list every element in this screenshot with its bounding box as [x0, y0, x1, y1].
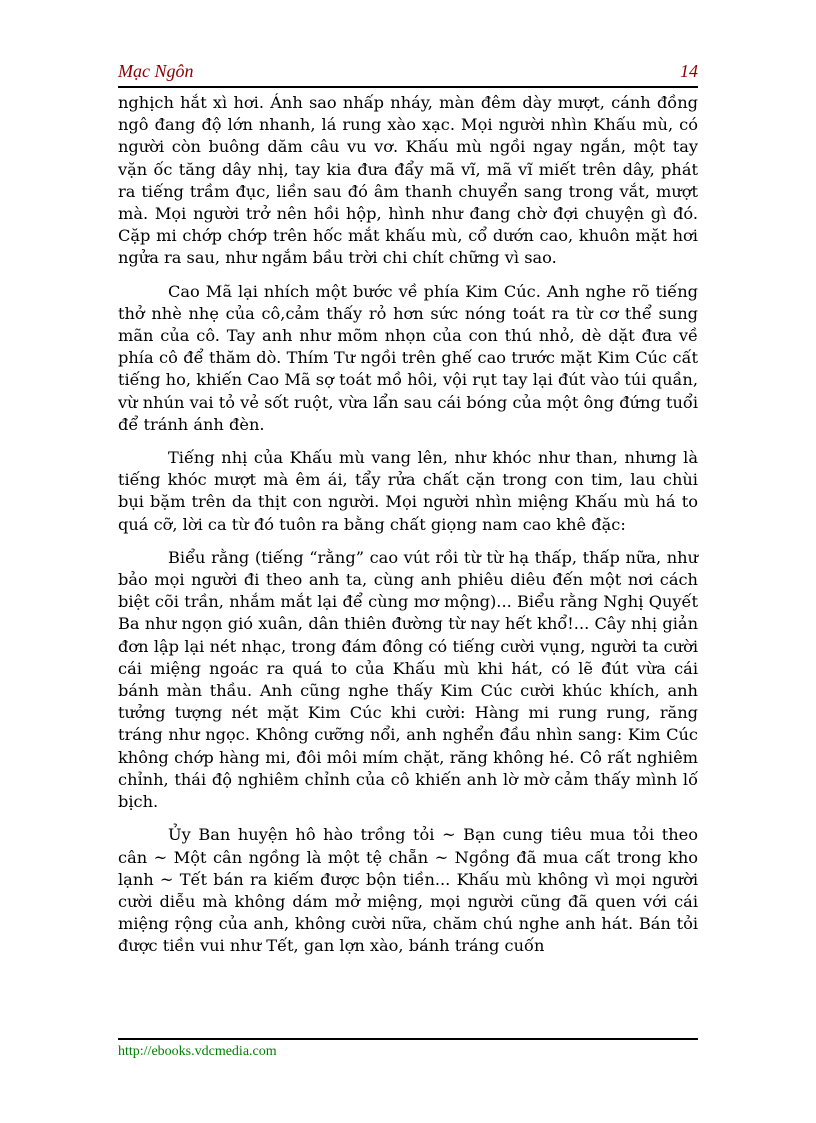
- page-header: [118, 58, 698, 86]
- footer-url-link[interactable]: http://ebooks.vdcmedia.com: [118, 1044, 277, 1059]
- footer-divider: [118, 1038, 698, 1040]
- page-number: 14: [680, 61, 698, 81]
- paragraph: Biểu rằng (tiếng “rằng” cao vút rồi từ từ hạ thấp, thấp nữa, như bảo mọi người đi theo anh ta, cùng anh phiêu diêu đến một nơi cách biệt cõi trần, nhắm mắt lại để cùng mơ mộng)... Biểu rằng Nghị Quyết Ba như ngọn gió xuân, dân thiên đường từ nay hết khổ!... Cây nhị giản đơn lập lại nét nhạc, trong đám đông có tiếng cười vụng, người ta cười cái miệng ngoác ra quá to của Khấu mù khi hát, có lẽ đút vừa cái bánh màn thầu. Anh cũng nghe thấy Kim Cúc cười khúc khích, anh tưởng tượng nét mặt Kim Cúc khi cười: Hàng mi rung rung, răng tráng như ngọc. Không cưỡng nổi, anh nghển đầu nhìn sang: Kim Cúc không chớp hàng mi, đôi môi mím chặt, răng không hé. Cô rất nghiêm chỉnh, thái độ nghiêm chỉnh của cô khiến anh lờ mờ cảm thấy mình lố bịch.: [118, 547, 698, 812]
- page-body: [118, 92, 698, 969]
- book-title: Mạc Ngôn: [118, 61, 194, 81]
- header-divider: [118, 86, 698, 88]
- paragraph: Tiếng nhị của Khấu mù vang lên, như khóc như than, nhưng là tiếng khóc mượt mà êm ái, tẩy rửa chất cặn trong con tim, lau chùi bụi bặm trên da thịt con người. Mọi người nhìn miệng Khấu mù há to quá cỡ, lời ca từ đó tuôn ra bằng chất giọng nam cao khê đặc:: [118, 448, 698, 534]
- paragraph: Ủy Ban huyện hô hào trồng tỏi ~ Bạn cung tiêu mua tỏi theo cân ~ Một cân ngồng là một tệ chẵn ~ Ngồng đã mua cất trong kho lạnh ~ Tết bán ra kiếm được bộn tiền... Khấu mù không vì mọi người cười diễu mà không dám mở miệng, mọi người cũng đã quen với cái miệng rộng của anh, không cười nữa, chăm chú nghe anh hát. Bán tỏi được tiền vui như Tết, gan lợn xào, bánh tráng cuốn: [118, 825, 698, 956]
- paragraph: nghịch hắt xì hơi. Ánh sao nhấp nháy, màn đêm dày mượt, cánh đồng ngô đang độ lớn nhanh, lá rung xào xạc. Mọi người nhìn Khấu mù, có người còn buông dăm câu vu vơ. Khấu mù ngồi ngay ngắn, một tay vặn ốc tăng dây nhị, tay kia đưa đẩy mã vĩ, mã vĩ miết trên dây, phát ra tiếng trầm đục, liền sau đó âm thanh chuyển sang trong vắt, mượt mà. Mọi người trở nên hồi hộp, hình như đang chờ đợi chuyện gì đó. Cặp mi chớp chớp trên hốc mắt khấu mù, cổ dướn cao, khuôn mặt hơi ngửa ra sau, như ngắm bầu trời chi chít chững vì sao.: [118, 93, 698, 268]
- paragraph: Cao Mã lại nhích một bước về phía Kim Cúc. Anh nghe rõ tiếng thở nhè nhẹ của cô,cảm thấy rỏ hơn sức nóng toát ra từ cơ thể sung mãn của cô. Tay anh như mõm nhọn của con thú nhỏ, dè dặt đưa về phía cô để thăm dò. Thím Tư ngồi trên ghế cao trước mặt Kim Cúc cất tiếng ho, khiến Cao Mã sợ toát mồ hôi, vội rụt tay lại đút vào túi quần, vừ nhún vai tỏ vẻ sốt ruột, vừa lẩn sau cái bóng của một ông đứng tuổi để tránh ánh đèn.: [118, 281, 698, 434]
